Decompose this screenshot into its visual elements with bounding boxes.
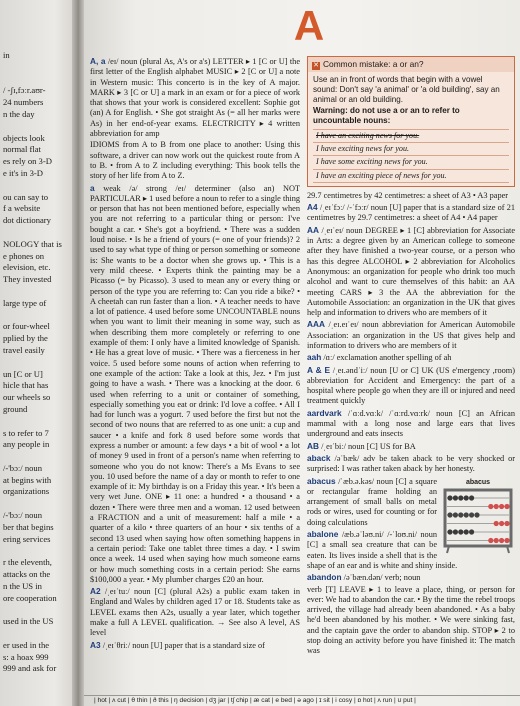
left-page-line: un [C or U]	[3, 368, 43, 379]
usage-example: I have exciting news for you.	[313, 143, 509, 156]
headword[interactable]: A2	[90, 586, 101, 597]
dictionary-entry	[307, 191, 515, 201]
dictionary-entry	[307, 572, 515, 583]
left-page-line: ground	[3, 403, 28, 414]
usage-example: I have an exciting news for you.	[313, 130, 509, 143]
left-page-line: es rely on 3-D	[3, 156, 52, 167]
left-page-line	[3, 545, 78, 557]
entry-body: /əˈbæk/ adv be taken aback to be very shocked or surprised: I was rather taken aback by her honesty.	[307, 453, 515, 474]
left-page-line: elevision, etc.	[3, 262, 51, 273]
left-column	[90, 56, 300, 652]
dictionary-entry	[307, 202, 515, 224]
left-page-line: s: a hoax 999	[3, 651, 49, 662]
entry-body: 29.7 centimetres by 42 centimetres: a sheet of A3 • A3 paper	[307, 190, 509, 200]
left-page-line: f a website	[3, 203, 41, 214]
left-page	[0, 0, 78, 706]
left-page-line	[3, 628, 78, 640]
usage-note-title-text: Common mistake: a or an?	[323, 59, 424, 69]
dictionary-entry	[307, 476, 515, 528]
left-page-line: used in the US	[3, 616, 54, 627]
left-page-line	[3, 604, 78, 616]
usage-note-text: Use an in front of words that begin with a vowel sound: Don't say 'a animal' or 'a old building', say an animal or an old building.	[313, 75, 500, 105]
section-letter: A	[293, 2, 325, 49]
entry-body: /eɪ/ noun (plural As, A's or a's) LETTER ▸ 1 [C or U] the first letter of the English alphabet MUSIC ▸ 2 [C or U] a note in Western music: This concerto is in the key of A major. MARK ▸ 3 [C or U] a mark in an exam or for a piece of work that shows that your work is considered excellent: Sophie got (an) A for English. • She got straight As (= all her marks were As) in her end-of-year exams. ELECTRICITY ▸ 4 written abbreviation for amp	[90, 57, 301, 139]
left-page-line	[3, 62, 78, 74]
entry-body: /ˌeɪˈbiː/ noun [C] US for BA	[321, 441, 416, 451]
dictionary-entry	[307, 408, 515, 440]
entry-body: IDIOMS from A to B from one place to another: Using this software, a driver can now work out the quickest route from A to B. • from A to Z including everything: This book tells the story of her life from A to Z.	[90, 140, 300, 181]
headword[interactable]: AA	[307, 224, 319, 235]
left-page-line	[3, 310, 78, 322]
left-page-line	[3, 180, 78, 192]
right-column	[307, 56, 515, 658]
left-page-line: e it's in 3-D	[3, 167, 43, 178]
left-page-line: ering services	[3, 533, 51, 544]
left-page-line	[3, 451, 78, 463]
usage-note-examples	[313, 129, 509, 183]
left-page-line: our wheels so	[3, 392, 51, 403]
dictionary-entry	[307, 352, 515, 363]
dictionary-entry	[90, 183, 300, 586]
headword[interactable]: A3	[90, 639, 101, 650]
dictionary-entry	[307, 225, 515, 319]
left-page-line	[3, 121, 78, 133]
headword[interactable]: AAA	[307, 319, 325, 330]
usage-example: I have some exciting news for you.	[313, 156, 509, 169]
abacus-icon	[441, 488, 515, 554]
headword[interactable]: A4	[307, 202, 318, 213]
left-page-line: pplied by the	[3, 333, 48, 344]
headword[interactable]: abacus	[307, 475, 336, 486]
dictionary-entry	[90, 140, 300, 181]
entry-body: /ˌeɪ.eɪˈeɪ/ noun abbreviation for American Automobile Association: an organization in the US that gives help and information to drivers who are members of it	[307, 320, 515, 350]
dictionary-entry	[307, 585, 515, 657]
usage-note-warning: Warning: do not use a or an to refer to uncountable nouns:	[313, 105, 460, 125]
left-page-line	[3, 227, 78, 239]
left-page-line	[3, 416, 78, 428]
left-page-line: ore cooperation	[3, 592, 57, 603]
entry-body: /ɑː/ exclamation another spelling of ah	[323, 353, 452, 363]
dictionary-entry	[90, 586, 300, 638]
entry-body: /ˌeɪˈtuː/ noun [C] (plural A2s) a public exam taken in England and Wales by children aged 17 or 18. Students take as LEVEL exams then A2s, usually a year later, which together make a full A LEVEL qualification. → See also A level, AS level	[90, 587, 300, 638]
left-page-line: 999 and ask for	[3, 663, 57, 674]
headword[interactable]: abalone	[307, 529, 339, 540]
left-page-line: 24 numbers	[3, 97, 44, 108]
headword[interactable]: A, a	[90, 56, 106, 66]
entry-body: /ˌeɪˈfɔː/ /-ˈfɔːr/ noun [U] paper that is a standard size of 21 centimetres by 29.7 centimetres: a sheet of A4 • A4 paper	[307, 203, 516, 223]
right-page	[84, 0, 520, 706]
left-page-line: or four-wheel	[3, 321, 50, 332]
left-page-line: normal flat	[3, 144, 41, 155]
left-page-line: / -ʃɪ,fɔːr.aʊr-	[3, 85, 46, 96]
headword[interactable]: aback	[307, 452, 331, 463]
left-page-line: They invested	[3, 274, 52, 285]
dictionary-entry	[307, 453, 515, 475]
entry-body: /ˌeɪˈeɪ/ noun DEGREE ▸ 1 [C] abbreviation for Associate in Arts: a degree given by an American college to someone after they have finished a two-year course, or a person who has this degree ALCOHOL ▸ 2 abbreviation for Alcoholics Anonymous: an organization for people who drink too much alcohol and want to cure themselves of this habit: an AA meeting CARS ▸ 3 the AA the abbreviation for the Automobile Association: an organization in the UK that gives help and information to drivers who are members of it	[307, 225, 515, 318]
entry-body: /ˌeɪˈθriː/ noun [U] paper that is a standard size of	[102, 640, 265, 650]
dictionary-entry	[307, 441, 515, 452]
left-page-line: any people in	[3, 439, 50, 450]
left-page-line: ou can say to	[3, 191, 49, 202]
left-page-line: travel easily	[3, 344, 45, 355]
left-page-line: /-'bɔː/ noun	[3, 462, 43, 473]
left-page-line: s to refer to 7	[3, 427, 49, 438]
headword[interactable]: aah	[307, 352, 322, 363]
left-page-line: hicle that has	[3, 380, 49, 391]
left-page-line: at begins with	[3, 474, 52, 485]
usage-example: I have an exciting piece of news for you.	[313, 170, 509, 183]
entry-body: verb [T] LEAVE ▸ 1 to leave a place, thing, or person for ever: We had to abandon the car. • By the time the rebel troops arrived, the village had already been abandoned. • As a baby he'd been abandoned by his mother. • We were sinking fast, and the captain gave the order to abandon ship. STOP ▸ 2 to stop doing an activity before you have finished it: The match was	[307, 584, 515, 656]
left-page-line: attacks on the	[3, 569, 51, 580]
pronunciation-footer: | hot | ʌ cut | θ thin | ð this | ŋ decision | dʒ jar | tʃ chip | æ cat | e bed | ə ago | ɪ sit | i cosy | ɒ hot | ʌ run | ʊ put |	[84, 695, 520, 706]
entry-body: /əˈbæn.dən/ verb; noun	[343, 573, 421, 583]
left-page-line: objects look	[3, 132, 45, 143]
dictionary-entry	[90, 640, 300, 651]
left-page-line: large type of	[3, 297, 47, 308]
left-page-line	[3, 74, 78, 86]
left-page-line: in	[3, 50, 10, 60]
headword[interactable]: aardvark	[307, 407, 342, 418]
headword[interactable]: A & E	[307, 364, 331, 375]
left-page-fragments	[0, 0, 78, 675]
headword[interactable]: AB	[307, 440, 319, 451]
usage-note-title	[308, 57, 514, 72]
left-page-line	[3, 498, 78, 510]
dictionary-entry	[307, 319, 515, 351]
abacus-illustration	[441, 478, 515, 556]
left-page-line	[3, 357, 78, 369]
figure-label: abacus	[465, 478, 491, 486]
entry-body: /æb.əˈləʊ.ni/ /-ˈloʊ.ni/ noun [C] a small sea creature that can be eaten. Its lives inside a shell that is the shape of an ear and is white and shiny inside.	[307, 530, 458, 570]
dictionary-entry	[307, 365, 515, 407]
entry-body: /ˈæb.ə.kəs/ noun [C] a square or rectangular frame holding an arrangement of small balls on metal rods or wires, used for counting or for doing calculations	[307, 476, 438, 527]
left-page-line: er used in the	[3, 639, 50, 650]
left-page-line: NOLOGY that is	[3, 238, 62, 249]
entry-body: /ˌeɪ.əndˈiː/ noun [U or C] UK (US e'mergency ,room) abbreviation for Accident and Emergency: the part of a hospital where people go when they are ill or injured and need treatment quickly	[307, 365, 515, 406]
left-page-line: dot dictionary	[3, 215, 51, 226]
left-page-line	[3, 286, 78, 298]
usage-note-box	[307, 56, 515, 187]
left-page-line: /-'bɔː/ noun	[3, 510, 43, 521]
headword[interactable]: a	[90, 182, 95, 193]
left-page-line: r the eleventh,	[3, 557, 52, 568]
entry-body: /ˈɑːd.vɑːk/ /ˈɑːrd.vɑːrk/ noun [C] an African mammal with a long nose and large ears that lives underground and eats insects	[307, 408, 516, 439]
left-page-line: n the day	[3, 108, 35, 119]
left-page-line: organizations	[3, 486, 50, 497]
left-page-line: e phones on	[3, 250, 45, 261]
left-page-line: n the US in	[3, 580, 42, 591]
entry-body: weak /ə/ strong /eɪ/ determiner (also an) NOT PARTICULAR ▸ 1 used before a noun to refer to a single thing or person that has not been mentioned before, especially when you are not referring to a particular thing or person: I've bought a car. • She's got a boyfriend. • There was a sudden loud noise. • Is he a friend of yours (= one of your friends)? 2 used to say what type of thing or person something or someone is: She wants to be a doctor when she grows up. • This is a very mild cheese. • Experts think the painting may be a Picasso (= by Picasso). 3 used to mean any or every thing or person of the type you are referring to: Can you ride a bike? • A cheetah can run faster than a lion. • A teacher needs to have a lot of patience. 4 used before some UNCOUNTABLE nouns when you want to limit their meaning in some way, such as when describing them more completely or referring to one example of them: I only have a limited knowledge of Spanish. • He has a great love of music. • There was a fierceness in her voice. 5 used before some nouns of action when referring to one example of the action: Take a look at this, Jez. • I'm just going to have a wash. • There was a knocking at the door. 6 used when referring to a unit or container of something, especially something you eat or drink: I'd love a coffee. • All I had for lunch was a yogurt. 7 used before the first but not the second of two nouns that are referred to as one unit: a cup and saucer • a knife and fork 8 used before some words that express a number or amount: a few days • a bit of wool • a lot of money 9 used in front of a person's name when referring to someone who you do not know: There's a Ms Evans to see you. 10 used before the name of a day or month to refer to one example of it: My birthday is on a Friday this year. • It's been a very wet June. ONE ▸ 11 one: a hundred • a thousand • a dozen • There were three men and a woman. 12 used between a FRACTION and a unit of measurement: half a mile • a quarter of a kilo • three quarters of an hour • six tenths of a second 13 used when saying how often something happens in a certain period: Take one tablet three times a day. • I swim once a week. 14 used when saying how much someone earns or how much something costs in a certain period: She earns $100,000 a year. • My plumber charges £20 an hour.	[90, 183, 301, 584]
headword[interactable]: abandon	[307, 572, 342, 583]
dictionary-entry	[90, 56, 300, 139]
warning-icon: ✕	[313, 62, 319, 69]
left-page-line: ber that begins	[3, 521, 54, 532]
